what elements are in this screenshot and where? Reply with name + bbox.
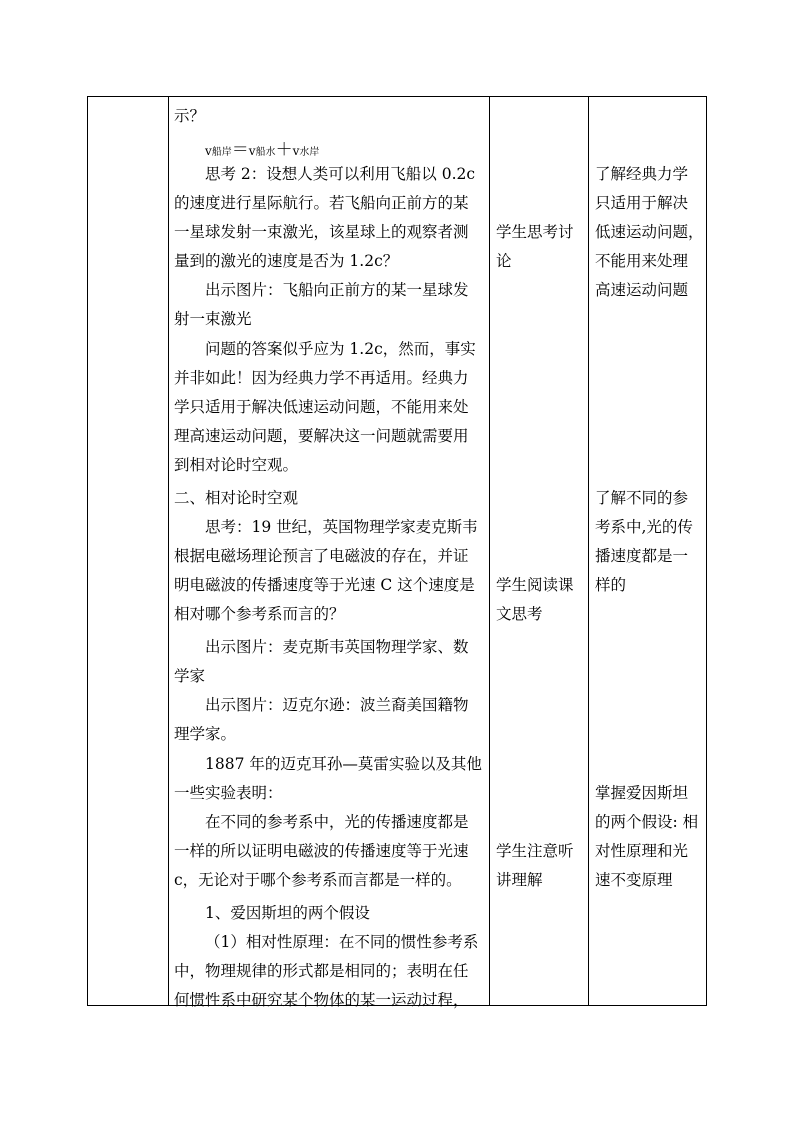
design-intent-text: 高速运动问题 — [595, 281, 689, 299]
student-activity-text: 论 — [496, 252, 512, 270]
design-intent-text: 不能用来处理 — [595, 252, 689, 270]
column-divider — [168, 97, 169, 1005]
content-line: 明电磁波的传播速度等于光速 C 这个速度是 — [174, 576, 475, 594]
design-intent-text: 播速度都是一 — [595, 547, 689, 565]
content-line: 理高速运动问题，要解决这一问题就需要用 — [174, 427, 469, 445]
content-line: 一些实验表明： — [174, 784, 283, 802]
content-line: 1887 年的迈克耳孙—莫雷实验以及其他 — [205, 755, 482, 773]
section-heading: 二、相对论时空观 — [174, 489, 299, 507]
student-activity-text: 学生阅读课 — [496, 576, 574, 594]
column-divider — [489, 97, 490, 1005]
design-intent-text: 对性原理和光 — [595, 842, 689, 860]
student-activity-text: 讲理解 — [496, 871, 543, 889]
content-line: 出示图片：迈克尔逊：波兰裔美国籍物 — [205, 696, 469, 714]
content-line: 的速度进行星际航行。若飞船向正前方的某 — [174, 194, 469, 212]
design-intent-text: 速不变原理 — [595, 871, 673, 889]
content-line: 问题的答案似乎应为 1.2c，然而，事实 — [205, 340, 476, 358]
design-intent-text: 只适用于解决 — [595, 194, 689, 212]
content-line: c，无论对于哪个参考系而言都是一样的。 — [174, 871, 462, 889]
content-line: 量到的激光的速度是否为 1.2c？ — [174, 252, 399, 270]
student-activity-text: 学生注意听 — [496, 842, 574, 860]
content-line: 中，物理规律的形式都是相同的；表明在任 — [174, 962, 469, 980]
content-line: 学家 — [174, 667, 206, 685]
student-activity-text: 学生思考讨 — [496, 223, 574, 241]
content-line: 根据电磁场理论预言了电磁波的存在，并证 — [174, 547, 469, 565]
lesson-table — [87, 96, 707, 1009]
design-intent-text: 了解经典力学 — [595, 165, 689, 183]
content-line: 一星球发射一束激光，该星球上的观察者测 — [174, 223, 469, 241]
content-line: 出示图片：飞船向正前方的某一星球发 — [205, 281, 469, 299]
content-line: 相对哪个参考系而言的？ — [174, 605, 345, 623]
velocity-formula: v船岸＝v船水＋v水岸 — [205, 140, 320, 160]
content-line: 一样的所以证明电磁波的传播速度等于光速 — [174, 842, 469, 860]
content-line: （1）相对性原理：在不同的惯性参考系 — [205, 933, 479, 951]
design-intent-text: 掌握爱因斯坦 — [595, 784, 689, 802]
content-line: 思考：19 世纪，英国物理学家麦克斯韦 — [205, 518, 478, 536]
design-intent-text: 低速运动问题， — [595, 223, 704, 241]
content-line: 理学家。 — [174, 725, 237, 743]
content-line: 示？ — [174, 107, 206, 125]
content-line: 出示图片：麦克斯韦英国物理学家、数 — [205, 638, 469, 656]
subsection-heading: 1、爱因斯坦的两个假设 — [205, 904, 370, 922]
content-line: 在不同的参考系中，光的传播速度都是 — [205, 813, 469, 831]
design-intent-text: 的两个假设: 相 — [595, 813, 699, 831]
student-activity-text: 文思考 — [496, 605, 543, 623]
content-line: 到相对论时空观。 — [174, 456, 299, 474]
design-intent-text: 样的 — [595, 576, 627, 594]
design-intent-text: 考系中,光的传 — [595, 518, 693, 536]
content-line: 思考 2：设想人类可以利用飞船以 0.2c — [205, 165, 476, 183]
column-divider — [588, 97, 589, 1005]
content-line: 学只适用于解决低速运动问题，不能用来处 — [174, 398, 469, 416]
design-intent-text: 了解不同的参 — [595, 489, 689, 507]
content-line: 并非如此！因为经典力学不再适用。经典力 — [174, 369, 469, 387]
content-line: 何惯性系中研究某个物体的某一运动过程， — [174, 991, 469, 1009]
content-line: 射一束激光 — [174, 310, 252, 328]
